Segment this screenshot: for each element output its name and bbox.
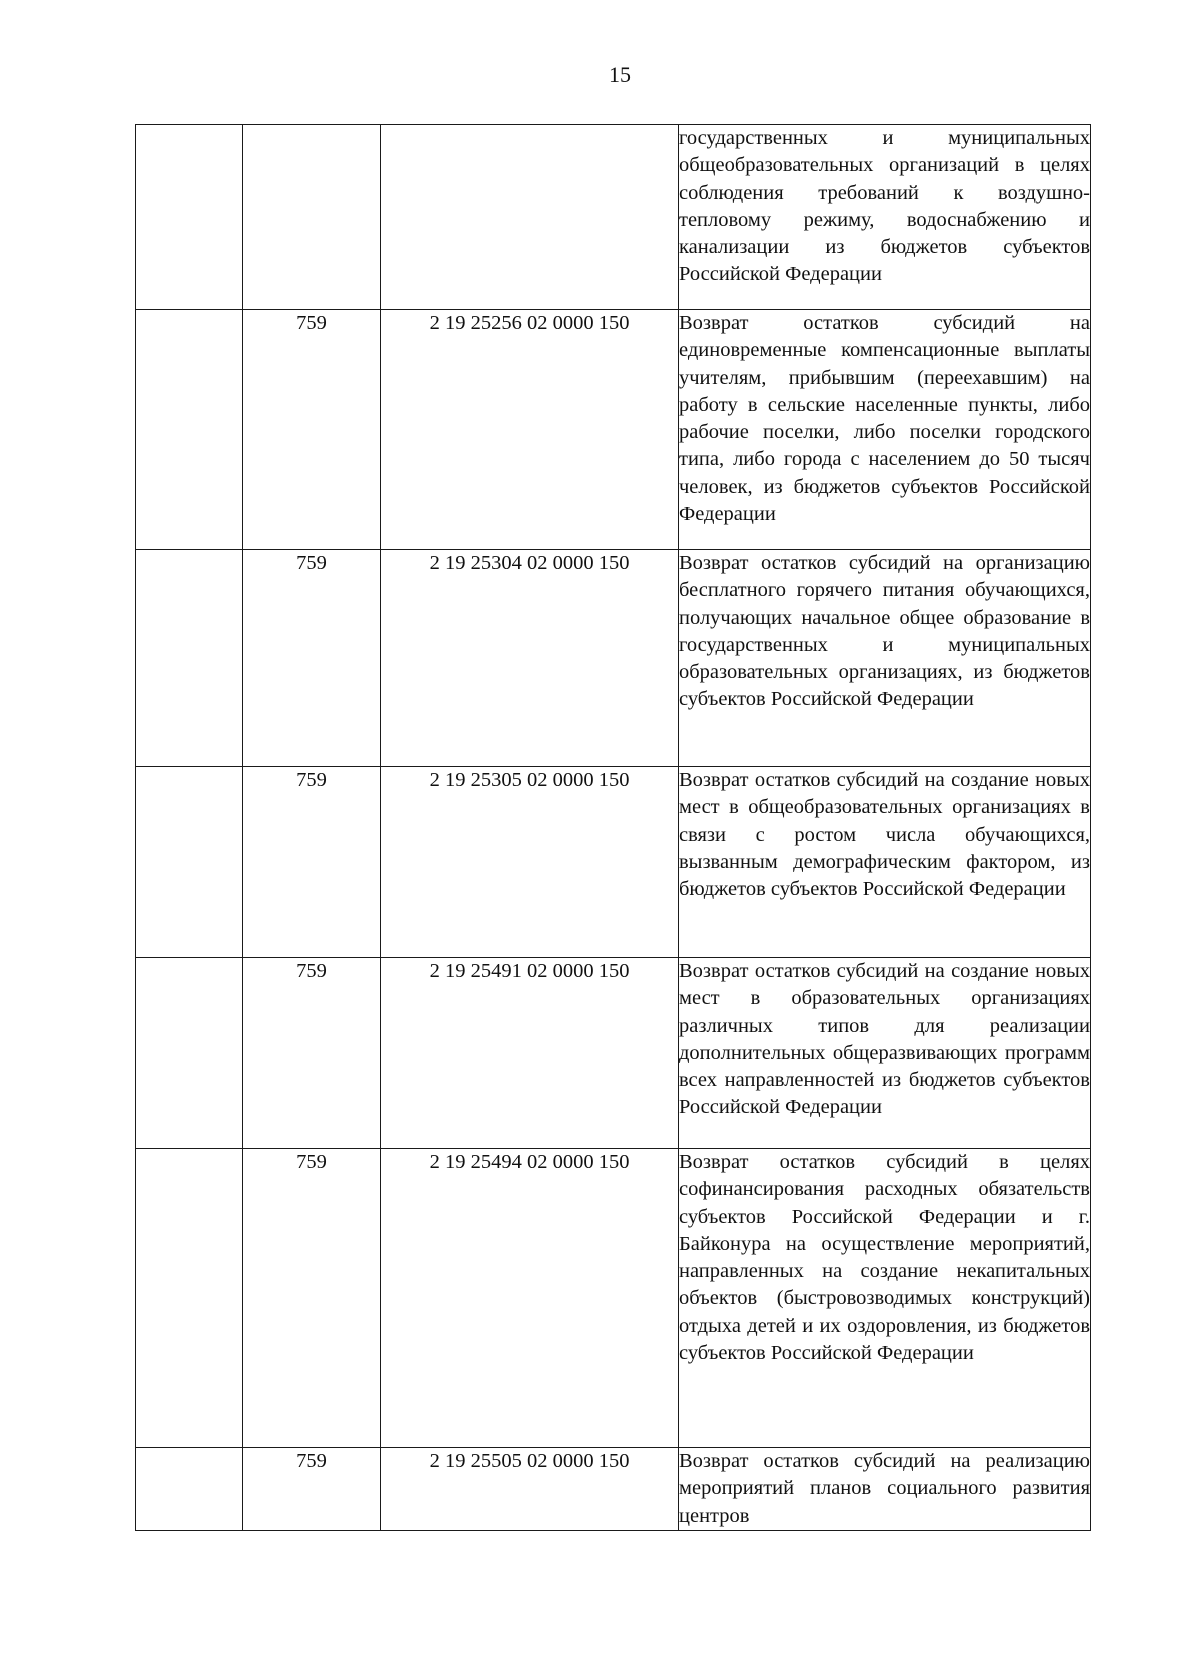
page-number: 15 — [609, 62, 631, 87]
budget-code-cell: 2 19 25491 02 0000 150 — [381, 958, 679, 1149]
empty-cell — [136, 310, 243, 550]
admin-code-cell: 759 — [243, 1448, 381, 1531]
description-cell: Возврат остатков субсидий на реализацию мероприятий планов социального развития центров — [679, 1448, 1091, 1531]
budget-code-cell: 2 19 25304 02 0000 150 — [381, 550, 679, 767]
budget-code-cell — [381, 125, 679, 310]
description-cell: Возврат остатков субсидий на организацию бесплатного горячего питания обучающихся, получающих начальное общее образование в государственных и муниципальных образовательных организациях, из бюджетов субъектов Российской Федерации — [679, 550, 1091, 767]
admin-code-cell: 759 — [243, 550, 381, 767]
budget-code-cell: 2 19 25305 02 0000 150 — [381, 767, 679, 958]
description-cell: государственных и муниципальных общеобразовательных организаций в целях соблюдения требований к воздушно-тепловому режиму, водоснабжению и канализации из бюджетов субъектов Российской Федерации — [679, 125, 1091, 310]
table-row — [136, 1448, 1091, 1531]
table-row — [136, 958, 1091, 1149]
table-row — [136, 1149, 1091, 1448]
table-row — [136, 125, 1091, 310]
table-row — [136, 310, 1091, 550]
empty-cell — [136, 125, 243, 310]
empty-cell — [136, 767, 243, 958]
description-cell: Возврат остатков субсидий в целях софинансирования расходных обязательств субъектов Российской Федерации и г. Байконура на осуществление мероприятий, направленных на создание некапитальных объектов (быстровозводимых конструкций) отдыха детей и их оздоровления, из бюджетов субъектов Российской Федерации — [679, 1149, 1091, 1448]
budget-codes-table — [135, 124, 1091, 1531]
empty-cell — [136, 1149, 243, 1448]
description-cell: Возврат остатков субсидий на создание новых мест в общеобразовательных организациях в связи с ростом числа обучающихся, вызванным демографическим фактором, из бюджетов субъектов Российской Федерации — [679, 767, 1091, 958]
empty-cell — [136, 958, 243, 1149]
admin-code-cell: 759 — [243, 1149, 381, 1448]
admin-code-cell: 759 — [243, 958, 381, 1149]
empty-cell — [136, 550, 243, 767]
budget-code-cell: 2 19 25256 02 0000 150 — [381, 310, 679, 550]
table-row — [136, 767, 1091, 958]
table-row — [136, 550, 1091, 767]
empty-cell — [136, 1448, 243, 1531]
description-cell: Возврат остатков субсидий на единовременные компенсационные выплаты учителям, прибывшим (переехавшим) на работу в сельские населенные пункты, либо рабочие поселки, либо поселки городского типа, либо города с населением до 50 тысяч человек, из бюджетов субъектов Российской Федерации — [679, 310, 1091, 550]
budget-code-cell: 2 19 25505 02 0000 150 — [381, 1448, 679, 1531]
budget-code-cell: 2 19 25494 02 0000 150 — [381, 1149, 679, 1448]
description-cell: Возврат остатков субсидий на создание новых мест в образовательных организациях различных типов для реализации дополнительных общеразвивающих программ всех направленностей из бюджетов субъектов Российской Федерации — [679, 958, 1091, 1149]
admin-code-cell: 759 — [243, 310, 381, 550]
admin-code-cell — [243, 125, 381, 310]
admin-code-cell: 759 — [243, 767, 381, 958]
